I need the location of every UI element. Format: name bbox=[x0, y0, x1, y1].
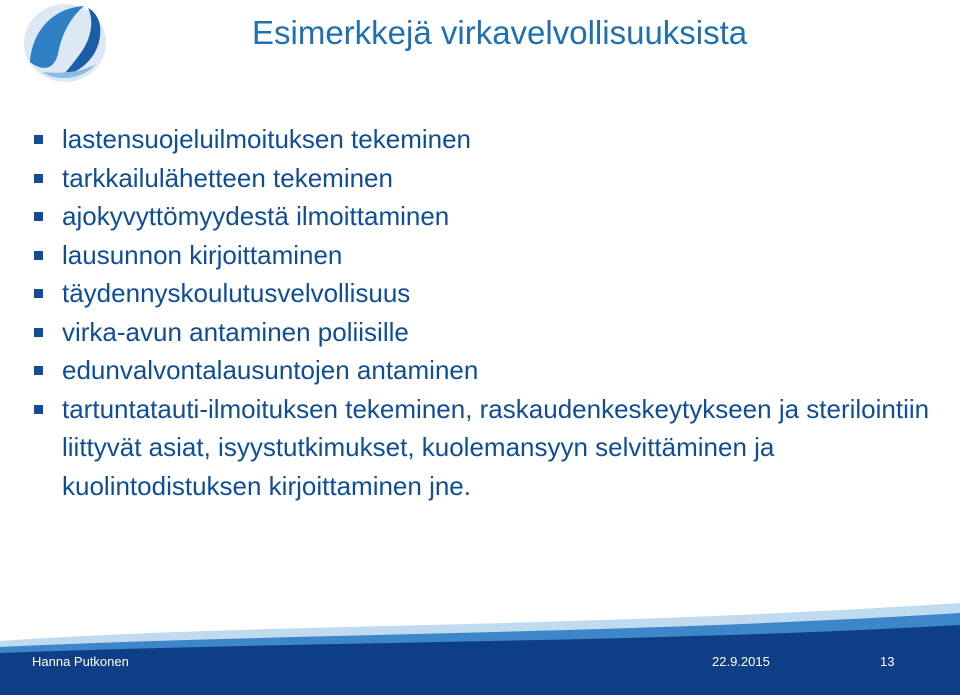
bullet-item bbox=[34, 351, 934, 390]
footer-author: Hanna Putkonen bbox=[32, 654, 129, 669]
bullet-text: virka-avun antaminen poliisille bbox=[62, 316, 409, 347]
bullet-item bbox=[34, 236, 934, 275]
square-bullet-icon bbox=[34, 366, 43, 375]
logo-icon bbox=[22, 2, 108, 84]
square-bullet-icon bbox=[34, 328, 43, 337]
bullet-item bbox=[34, 274, 934, 313]
bullet-text: lastensuojeluilmoituksen tekeminen bbox=[62, 124, 472, 154]
bullet-text: tartuntatauti-ilmoituksen tekeminen, raskaudenkeskeytykseen ja sterilointiin liittyvät asiat, isyystutkimukset, kuolemansyyn selvittäminen ja kuolintodistuksen kirjoittaminen jne. bbox=[62, 393, 930, 501]
slide-title: Esimerkkejä virkavelvollisuuksista bbox=[252, 14, 748, 51]
bullet-text: ajokyvyttömyydestä ilmoittaminen bbox=[62, 201, 450, 231]
footer-page-number: 13 bbox=[880, 654, 895, 669]
bullet-item bbox=[34, 313, 934, 352]
square-bullet-icon bbox=[34, 289, 43, 298]
bullet-item bbox=[34, 390, 934, 506]
bullet-text: täydennyskoulutusvelvollisuus bbox=[62, 278, 411, 308]
bullet-item bbox=[34, 120, 934, 159]
bullet-text: tarkkailulähetteen tekeminen bbox=[62, 162, 393, 193]
bullet-list bbox=[34, 120, 934, 505]
square-bullet-icon bbox=[34, 212, 43, 221]
bullet-item bbox=[34, 197, 934, 236]
footer-wave-decoration bbox=[0, 585, 960, 695]
square-bullet-icon bbox=[34, 251, 43, 260]
bullet-text: edunvalvontalausuntojen antaminen bbox=[62, 355, 479, 385]
square-bullet-icon bbox=[34, 405, 43, 414]
square-bullet-icon bbox=[34, 174, 43, 183]
bullet-item bbox=[34, 159, 934, 198]
square-bullet-icon bbox=[34, 135, 43, 144]
bullet-text: lausunnon kirjoittaminen bbox=[62, 239, 343, 270]
footer-date: 22.9.2015 bbox=[712, 654, 770, 669]
